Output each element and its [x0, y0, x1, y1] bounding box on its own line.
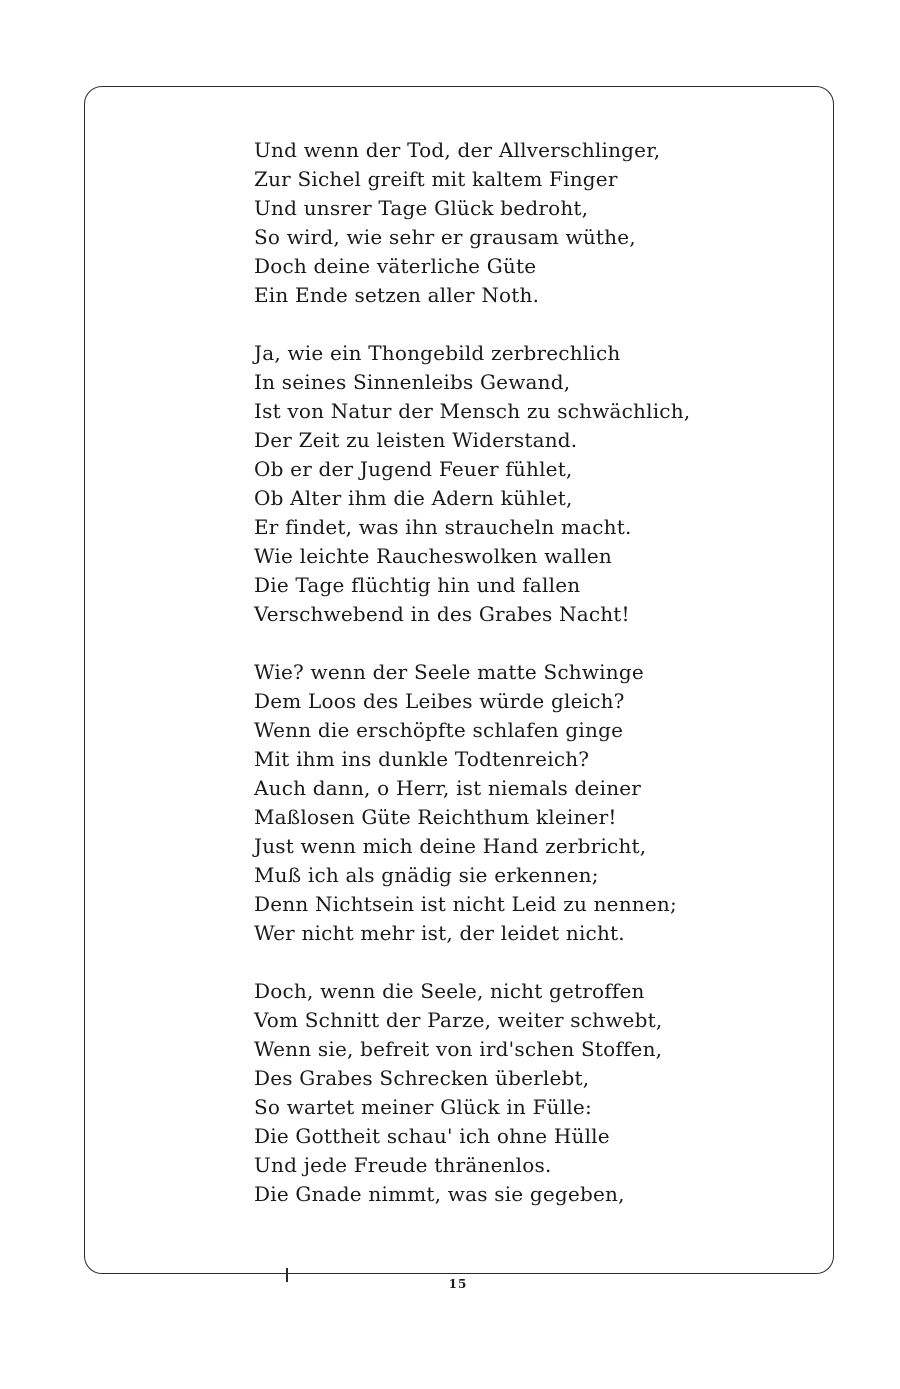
poem-line: So wartet meiner Glück in Fülle: [254, 1095, 592, 1119]
poem-line: Der Zeit zu leisten Widerstand. [254, 428, 578, 452]
poem-line: Auch dann, o Herr, ist niemals deiner [254, 776, 642, 800]
poem-line: Des Grabes Schrecken überlebt, [254, 1066, 590, 1090]
poem-line: Doch, wenn die Seele, nicht getroffen [254, 979, 645, 1003]
poem-line: Mit ihm ins dunkle Todtenreich? [254, 747, 590, 771]
poem-line: Ob er der Jugend Feuer fühlet, [254, 457, 573, 481]
poem-line: Dem Loos des Leibes würde gleich? [254, 689, 625, 713]
poem-line: Doch deine väterliche Güte [254, 254, 537, 278]
poem-line: Just wenn mich deine Hand zerbricht, [254, 834, 647, 858]
poem-line: Denn Nichtsein ist nicht Leid zu nennen; [254, 892, 677, 916]
poem-line: Muß ich als gnädig sie erkennen; [254, 863, 599, 887]
stanza-2 [254, 339, 774, 629]
poem-line: Wie leichte Raucheswolken wallen [254, 544, 612, 568]
poem-line: Ist von Natur der Mensch zu schwächlich, [254, 399, 691, 423]
stanza-4 [254, 977, 774, 1209]
page-number: 15 [448, 1277, 468, 1291]
poem-line: Ob Alter ihm die Adern kühlet, [254, 486, 573, 510]
poem-line: Und unsrer Tage Glück bedroht, [254, 196, 589, 220]
poem-line: Ein Ende setzen aller Noth. [254, 283, 540, 307]
poem-line: Ja, wie ein Thongebild zerbrechlich [254, 341, 621, 365]
poem-line: Maßlosen Güte Reichthum kleiner! [254, 805, 617, 829]
poem-line: In seines Sinnenleibs Gewand, [254, 370, 571, 394]
poem-line: Wenn die erschöpfte schlafen ginge [254, 718, 624, 742]
poem-line: Die Tage flüchtig hin und fallen [254, 573, 581, 597]
poem-line: Vom Schnitt der Parze, weiter schwebt, [254, 1008, 663, 1032]
poem-line: Zur Sichel greift mit kaltem Finger [254, 167, 618, 191]
poem-line: Und jede Freude thränenlos. [254, 1153, 552, 1177]
poem-line: Und wenn der Tod, der Allverschlinger, [254, 138, 661, 162]
stanza-3 [254, 658, 774, 948]
stanza-1 [254, 136, 774, 310]
poem-line: Wenn sie, befreit von ird'schen Stoffen, [254, 1037, 663, 1061]
poem-line: Wie? wenn der Seele matte Schwinge [254, 660, 644, 684]
poem-text [254, 136, 774, 1209]
poem-line: Die Gottheit schau' ich ohne Hülle [254, 1124, 610, 1148]
poem-line: So wird, wie sehr er grausam wüthe, [254, 225, 636, 249]
poem-line: Verschwebend in des Grabes Nacht! [254, 602, 630, 626]
poem-line: Er findet, was ihn straucheln macht. [254, 515, 632, 539]
poem-line: Wer nicht mehr ist, der leidet nicht. [254, 921, 625, 945]
poem-line: Die Gnade nimmt, was sie gegeben, [254, 1182, 625, 1206]
